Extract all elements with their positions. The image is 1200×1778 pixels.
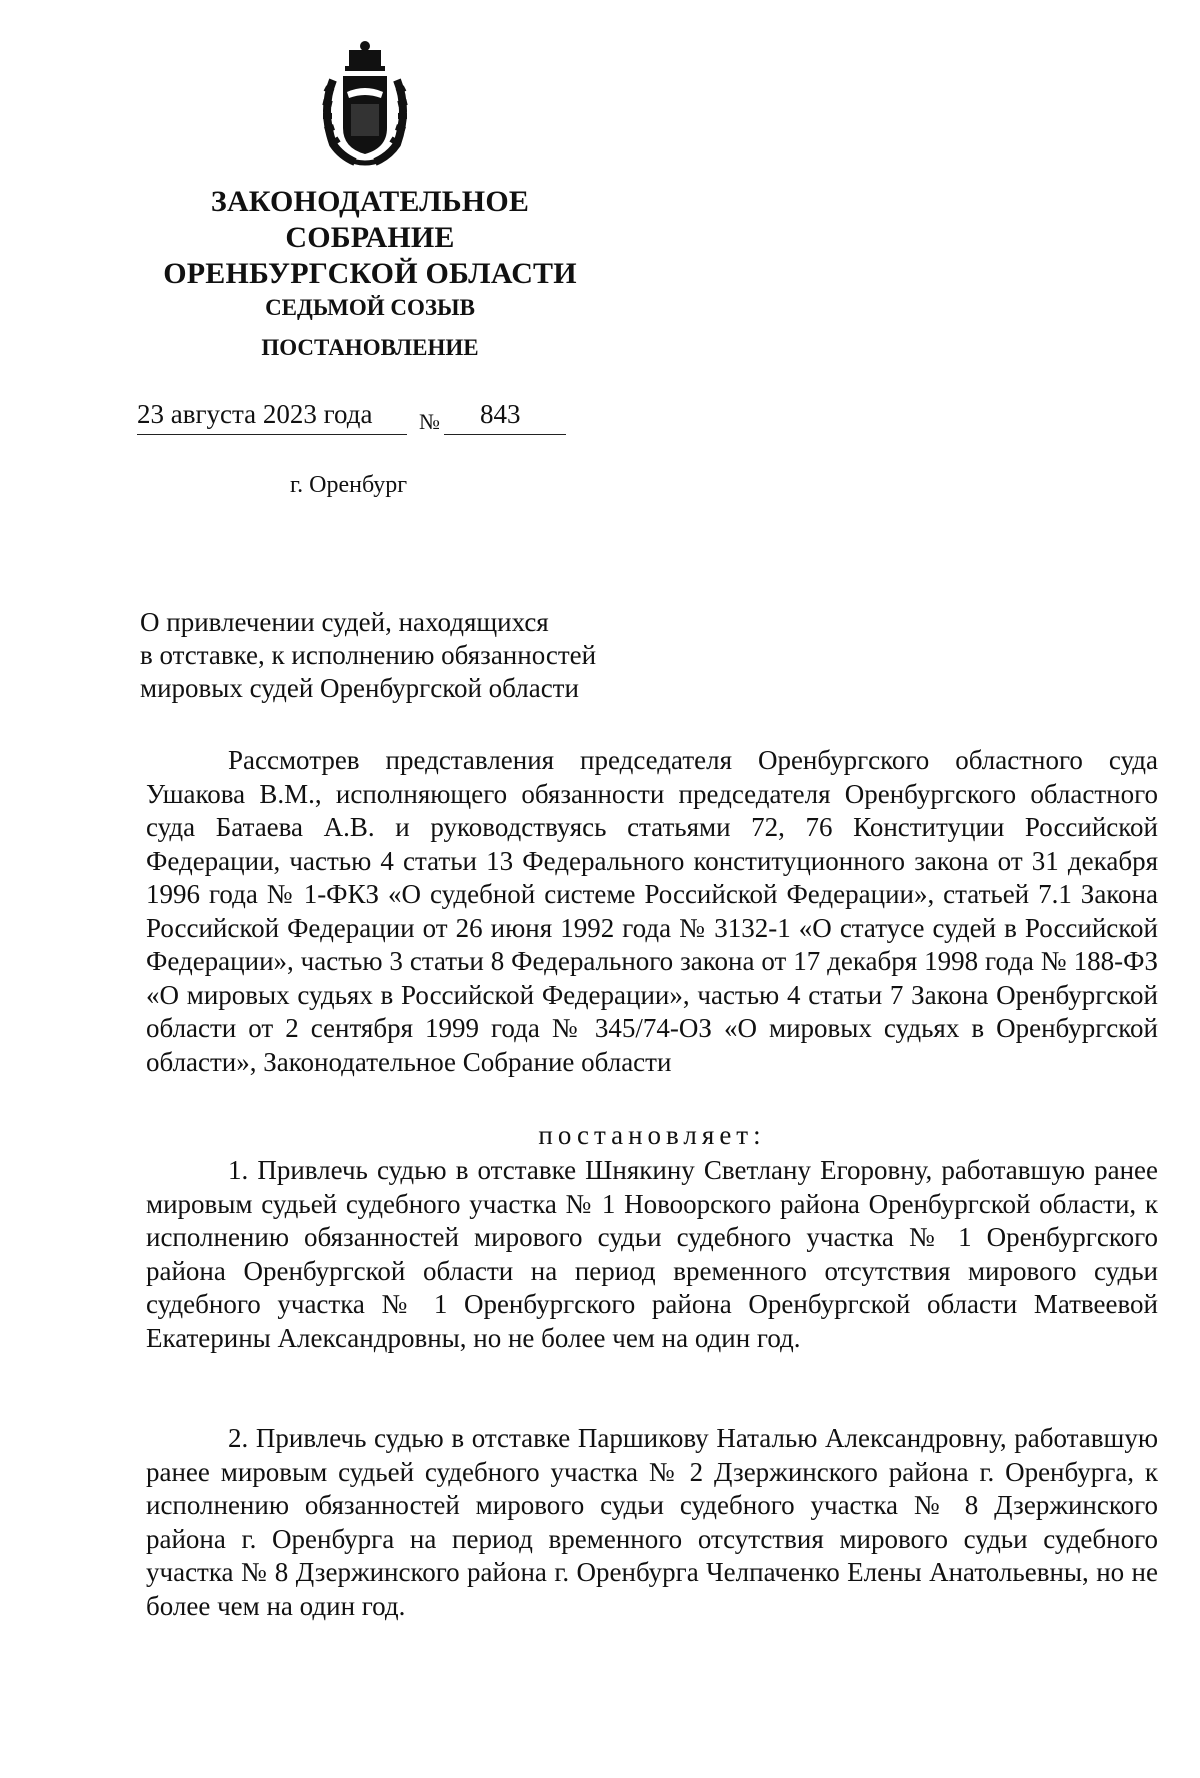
subject-line-1: О привлечении судей, находящихся bbox=[140, 607, 549, 637]
org-line-2: СОБРАНИЕ bbox=[285, 221, 455, 254]
doc-type: ПОСТАНОВЛЕНИЕ bbox=[261, 335, 479, 360]
org-name bbox=[130, 184, 610, 292]
item-1-paragraph: 1. Привлечь судью в отставке Шнякину Светлану Егоровну, работавшую ранее мировым судьей судебного участка № 1 Новоорского района Оренбургской области, к исполнению обязанностей мирового судьи судебного участка № 1 Оренбургского района Оренбургской области на период временного отсутствия мирового судьи судебного участка № 1 Оренбургского района Оренбургской области Матвеевой Екатерины Александровны, но не более чем на один год. bbox=[146, 1155, 1158, 1353]
org-line-3: ОРЕНБУРГСКОЙ ОБЛАСТИ bbox=[163, 257, 577, 290]
item-2-paragraph: 2. Привлечь судью в отставке Паршикову Наталью Александровну, работавшую ранее мировым судьей судебного участка № 2 Дзержинского района г. Оренбурга, к исполнению обязанностей мирового судьи судебного участка № 8 Дзержинского района г. Оренбурга на период временного отсутствия мирового судьи судебного участка № 8 Дзержинского района г. Оренбурга Челпаченко Елены Анатольевны, но не более чем на один год. bbox=[146, 1423, 1158, 1621]
date-number-line bbox=[137, 398, 566, 438]
city: г. Оренбург bbox=[290, 472, 408, 498]
item-1-block bbox=[146, 1154, 1158, 1355]
document-date: 23 августа 2023 года bbox=[137, 398, 407, 435]
subject-line-3: мировых судей Оренбургской области bbox=[140, 673, 579, 703]
number-sign: № bbox=[419, 409, 440, 434]
document-number: 843 bbox=[444, 398, 566, 435]
convocation: СЕДЬМОЙ СОЗЫВ bbox=[265, 295, 475, 320]
decree-word: постановляет: bbox=[538, 1120, 766, 1150]
subject-line-2: в отставке, к исполнению обязанностей bbox=[140, 640, 597, 670]
item-2-block bbox=[146, 1422, 1158, 1623]
coat-of-arms-icon bbox=[315, 40, 415, 168]
document-subject bbox=[140, 606, 596, 705]
org-line-1: ЗАКОНОДАТЕЛЬНОЕ bbox=[210, 185, 530, 218]
preamble-paragraph: Рассмотрев представления председателя Оренбургского областного суда Ушакова В.М., исполняющего обязанности председателя Оренбургского областного суда Батаева А.В. и руководствуясь статьями 72, 76 Конституции Российской Федерации, частью 4 статьи 13 Федерального конституционного закона от 31 декабря 1996 года № 1-ФКЗ «О судебной системе Российской Федерации», статьей 7.1 Закона Российской Федерации от 26 июня 1992 года № 3132-1 «О статусе судей в Российской Федерации», частью 3 статьи 8 Федерального закона от 17 декабря 1998 года № 188-ФЗ «О мировых судьях в Российской Федерации», частью 4 статьи 7 Закона Оренбургской области от 2 сентября 1999 года № 345/74-ОЗ «О мировых судьях в Оренбургской области», Законодательное Собрание области bbox=[146, 745, 1158, 1077]
preamble-block bbox=[146, 744, 1158, 1079]
